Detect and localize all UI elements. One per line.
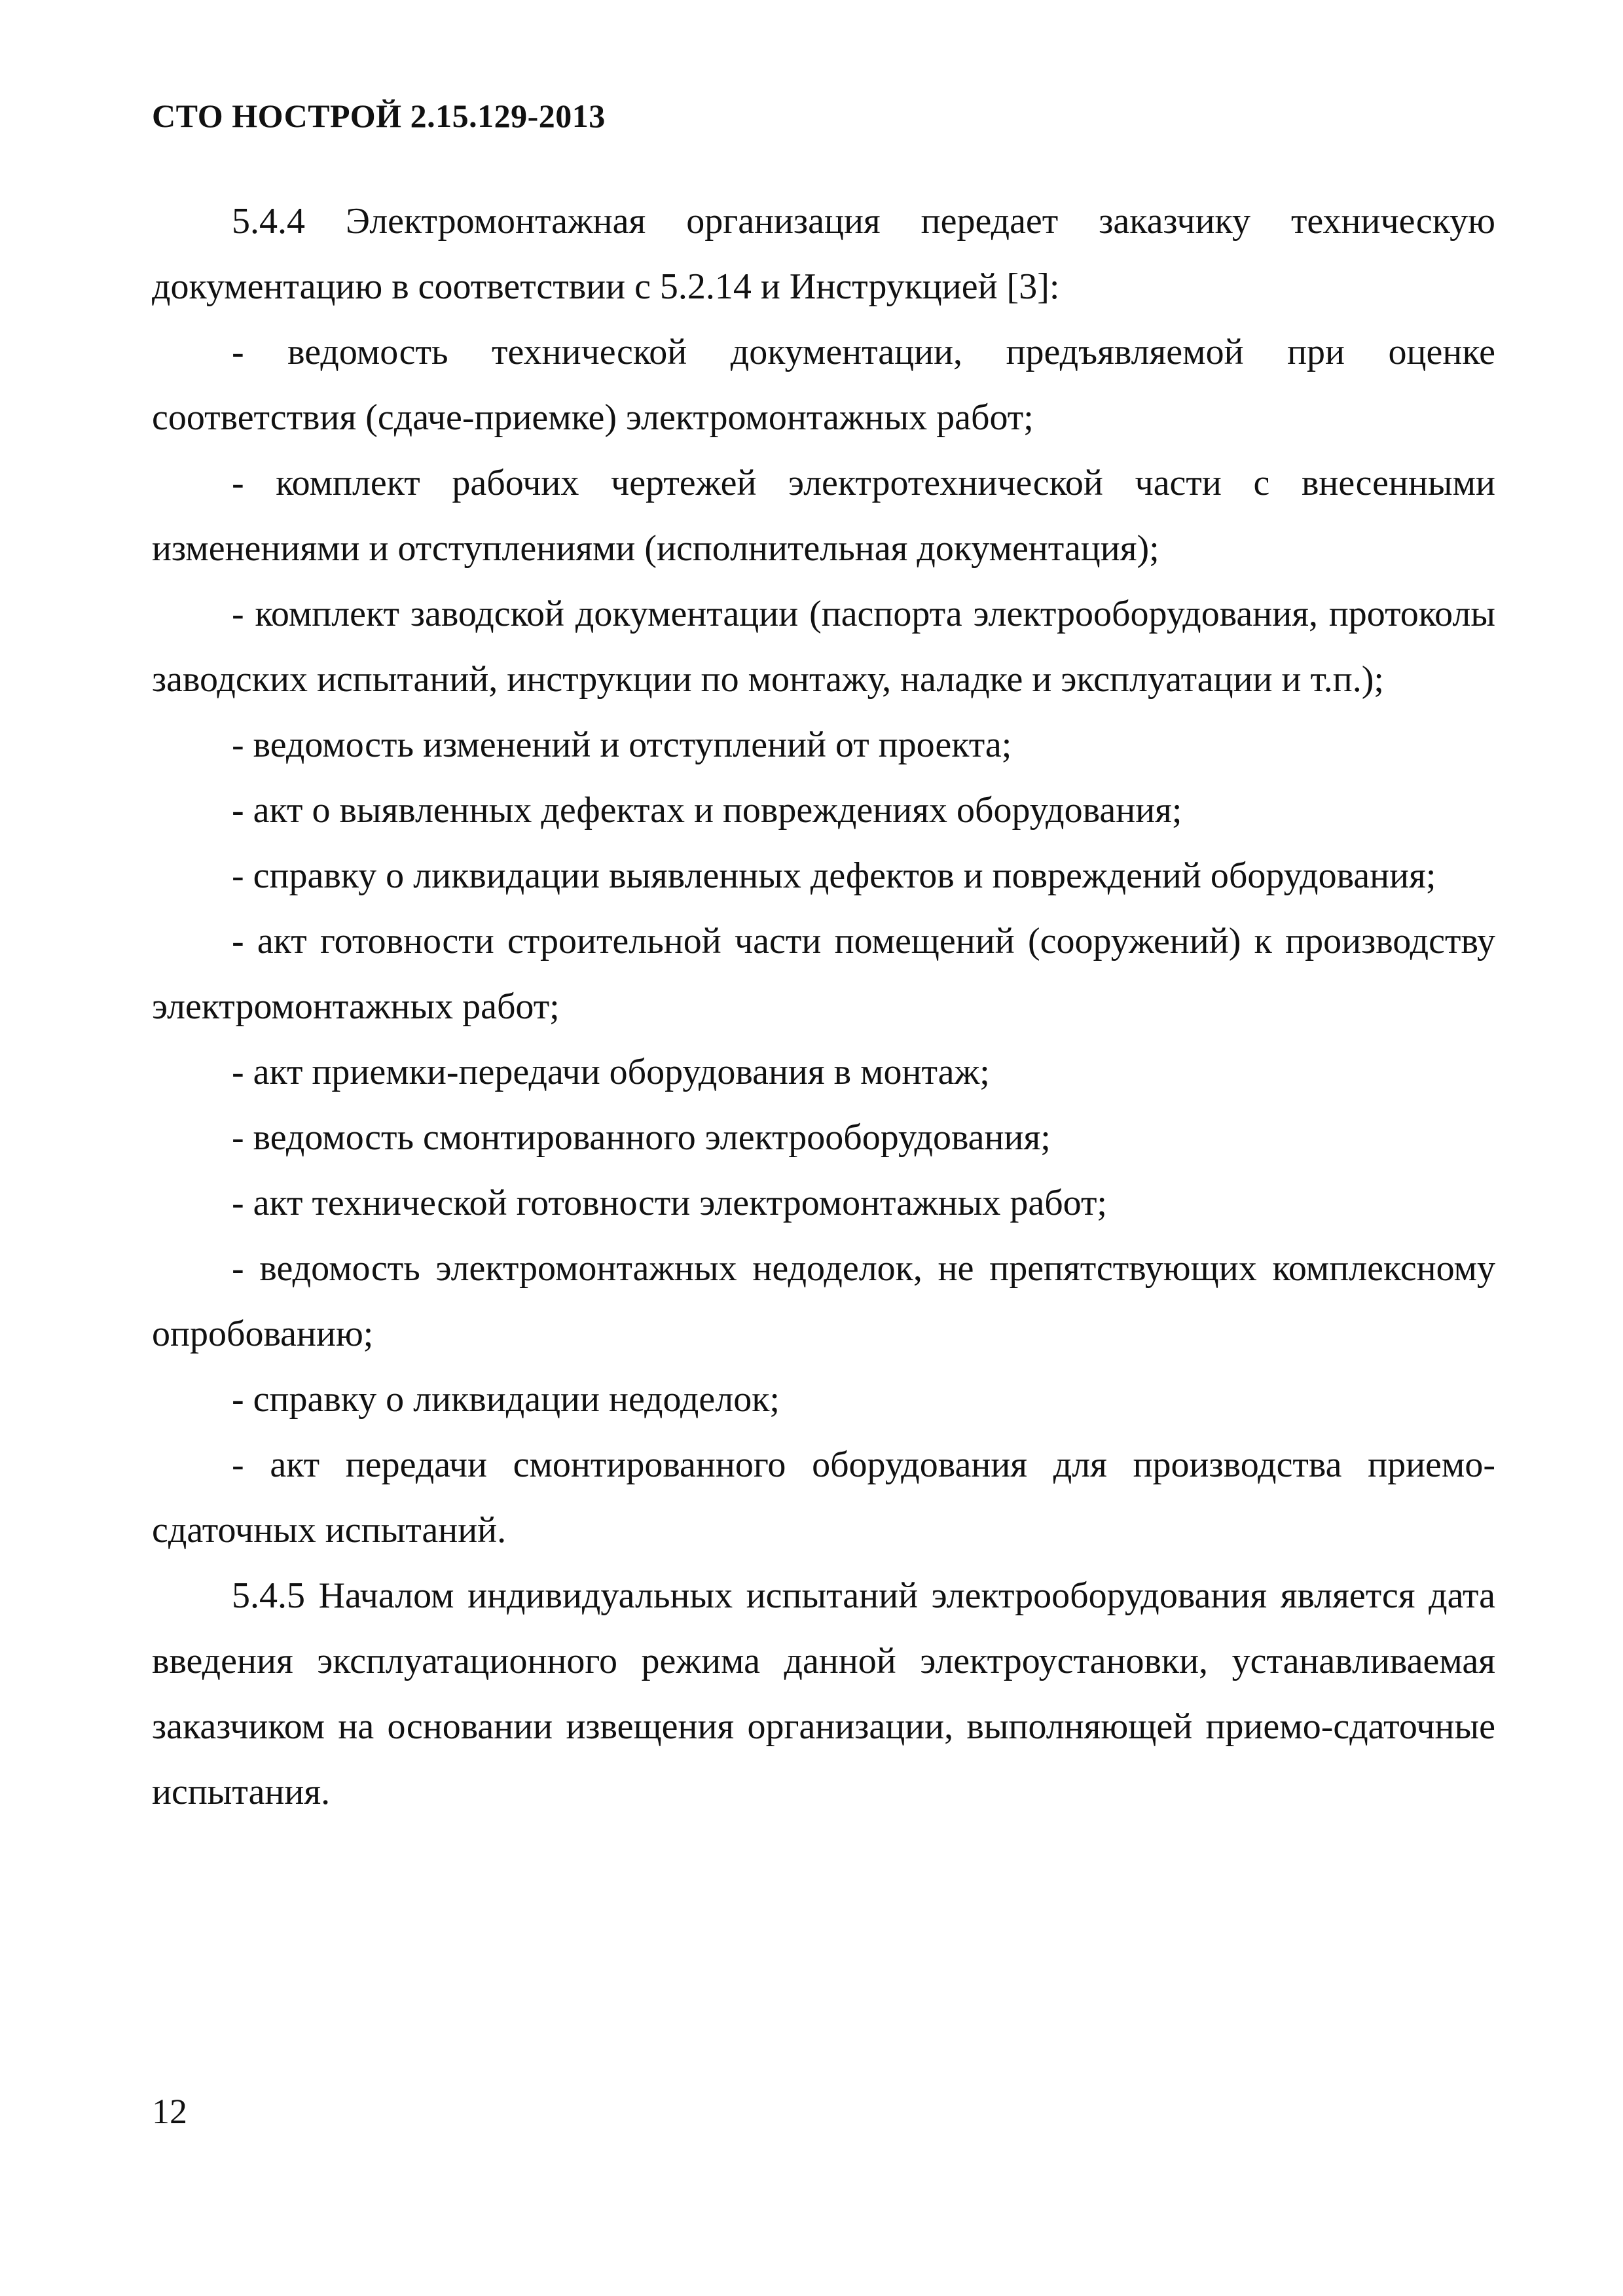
document-header: СТО НОСТРОЙ 2.15.129-2013: [152, 98, 606, 134]
list-item: - акт технической готовности электромонтажных работ;: [232, 1183, 1107, 1223]
list-item: - комплект рабочих чертежей электротехнической части с внесенными изменениями и отступлениями (исполнительная документация);: [152, 463, 1495, 569]
list-item: - ведомость смонтированного электрооборудования;: [232, 1117, 1051, 1158]
list-item: - акт готовности строительной части помещений (сооружений) к производству электромонтажных работ;: [152, 921, 1495, 1027]
list-item: - комплект заводской документации (паспорта электрооборудования, протоколы заводских испытаний, инструкции по монтажу, наладке и эксплуатации и т.п.);: [152, 594, 1495, 700]
list-item: - акт приемки-передачи оборудования в монтаж;: [232, 1052, 990, 1092]
list-item: - справку о ликвидации выявленных дефектов и повреждений оборудования;: [232, 855, 1436, 896]
list-item: - акт о выявленных дефектах и повреждениях оборудования;: [232, 790, 1182, 831]
list-item: - акт передачи смонтированного оборудования для производства приемо-сдаточных испытаний.: [152, 1444, 1495, 1551]
paragraph-5-4-5: 5.4.5 Началом индивидуальных испытаний электрооборудования является дата введения эксплуатационного режима данной электроустановки, устанавливаемая заказчиком на основании извещения организации, выполняющей приемо-сдаточные испытания.: [152, 1575, 1495, 1812]
page-number: 12: [152, 2092, 187, 2131]
list-item: - ведомость электромонтажных недоделок, не препятствующих комплексному опробованию;: [152, 1248, 1495, 1354]
list-item: - ведомость технической документации, предъявляемой при оценке соответствия (сдаче-приемке) электромонтажных работ;: [152, 332, 1495, 438]
paragraph-5-4-4: 5.4.4 Электромонтажная организация передает заказчику техническую документацию в соответствии с 5.2.14 и Инструкцией [3]:: [152, 201, 1495, 307]
list-item: - справку о ликвидации недоделок;: [232, 1379, 780, 1420]
document-body: [152, 188, 1495, 1825]
list-item: - ведомость изменений и отступлений от проекта;: [232, 725, 1012, 765]
